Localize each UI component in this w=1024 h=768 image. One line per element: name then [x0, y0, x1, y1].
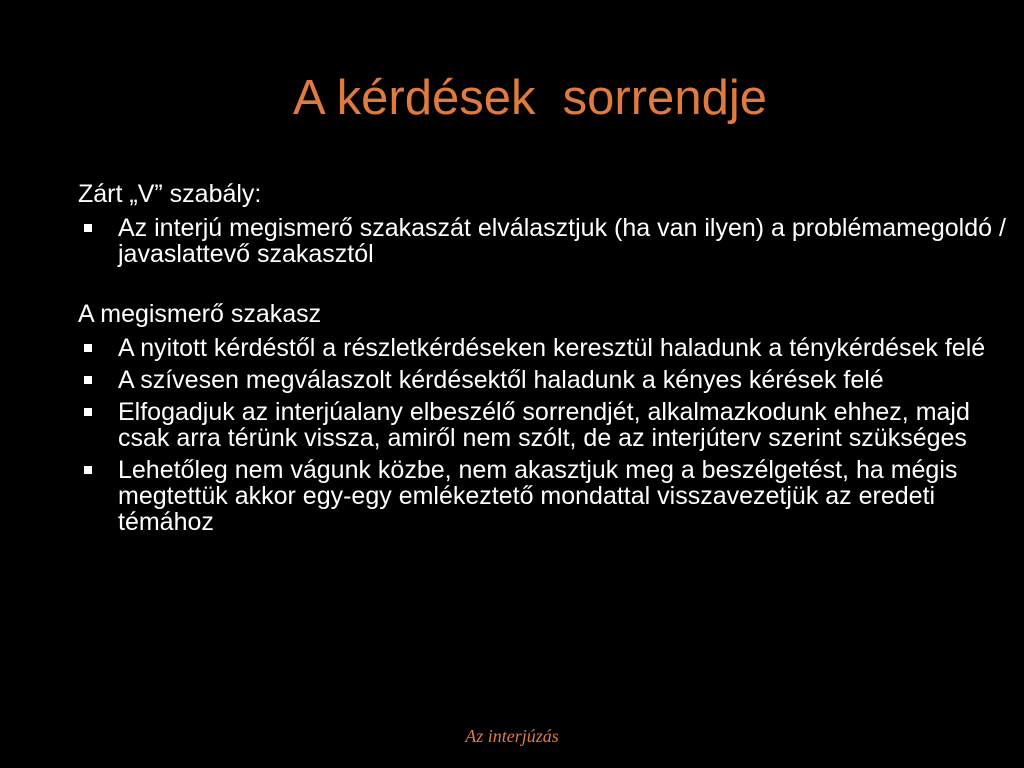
- square-bullet-icon: [84, 466, 92, 474]
- bullet-text: A szívesen megválaszolt kérdésektől haladunk a kényes kérések felé: [118, 366, 884, 394]
- square-bullet-icon: [84, 224, 92, 232]
- bullet-item: [78, 215, 1018, 267]
- slide-footer: Az interjúzás: [465, 726, 559, 746]
- bullet-text: Elfogadjuk az interjúalany elbeszélő sorrendjét, alkalmazkodunk ehhez, majd csak arra térünk vissza, amiről nem szólt, de az interjúterv szerint szükséges: [118, 398, 970, 452]
- bullet-item: [78, 367, 1018, 393]
- slide-title: A kérdések sorrendje: [293, 71, 767, 125]
- bullet-text: A nyitott kérdéstől a részletkérdéseken keresztül haladunk a ténykérdések felé: [118, 334, 986, 362]
- square-bullet-icon: [84, 408, 92, 416]
- section-heading-exploratory-phase: A megismerő szakasz: [78, 300, 322, 328]
- bullet-item: [78, 399, 1018, 451]
- bullet-item: [78, 335, 1018, 361]
- slide-body: [78, 181, 1018, 541]
- bullet-text: Az interjú megismerő szakaszát elválasztjuk (ha van ilyen) a problémamegoldó / javaslattevő szakasztól: [118, 214, 1006, 268]
- section-heading-closed-v-rule: Zárt „V” szabály:: [78, 180, 262, 208]
- square-bullet-icon: [84, 376, 92, 384]
- bullet-text: Lehetőleg nem vágunk közbe, nem akasztjuk meg a beszélgetést, ha mégis megtettük akkor egy-egy emlékeztető mondattal visszavezetjük az eredeti témához: [118, 456, 958, 536]
- square-bullet-icon: [84, 344, 92, 352]
- bullet-item: [78, 457, 1018, 535]
